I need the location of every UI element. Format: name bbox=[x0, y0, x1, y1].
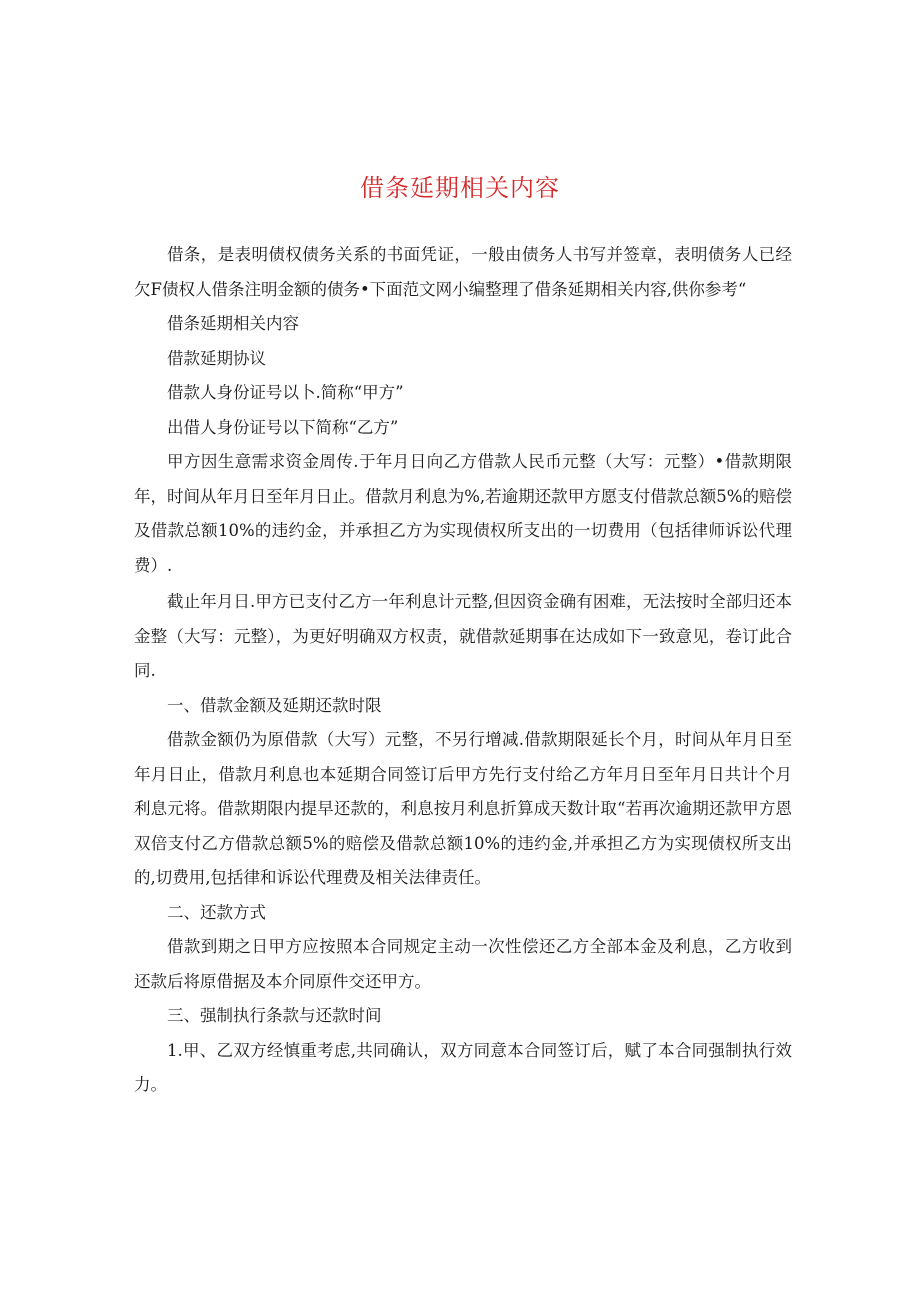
intro-paragraph: 借条，是表明债权债务关系的书面凭证，一般由债务人书写并签章，表明债务人已经欠F债权人借条注明金额的债务•下面范文网小编整理了借条延期相关内容,供你参考“ bbox=[134, 245, 792, 299]
borrower-line: 借款人身份证号以卜.简称“甲方” bbox=[167, 383, 404, 402]
loan-background-paragraph: 甲方因生意需求资金周传.于年月日向乙方借款人民币元整（大写：元整）•借款期限年，时间从年月日至年月日止。借款月利息为%,若逾期还款甲方愿支付借款总额5%的赔偿及借款总额10%的违约金，并承担乙方为实现债权所支出的一切费用（包括律师诉讼代理费）. bbox=[134, 452, 792, 575]
section-1-heading: 一、借款金额及延期还款时限 bbox=[167, 695, 382, 715]
section-3-heading: 三、强制执行条款与还款时间 bbox=[167, 1006, 382, 1025]
document-title: 借条延期相关内容 bbox=[360, 174, 560, 202]
section-2-paragraph: 借款到期之日甲方应按照本合同规定主动一次性偿还乙方全部本金及利息，乙方收到还款后将原借据及本介同原件交还甲方。 bbox=[134, 937, 792, 991]
lender-line: 出借人身份证号以下简称“乙方” bbox=[167, 417, 399, 437]
section-3-item-1: 1.甲、乙双方经慎重考虑,共同确认，双方同意本合同签订后，赋了本合同强制执行效力。 bbox=[134, 1040, 792, 1094]
heading-paragraph: 借条延期相关内容 bbox=[167, 314, 299, 333]
section-1-paragraph: 借款金额仍为原借款（大写）元整，不另行增减.借款期限延长个月，时间从年月日至年月日止，借款月利息也本延期合同签订后甲方先行支付给乙方年月日至年月日共计个月利息元将。借款期限内提早还款的，利息按月利息折算成天数计取“若再次逾期还款甲方恩双倍支付乙方借款总额5%的赔偿及借款总额10%的违约金,并承担乙方为实现债权所支出的,切费用,包括律和诉讼代理费及相关法律责任。 bbox=[134, 730, 792, 887]
document-body bbox=[134, 238, 792, 1103]
repayment-status-paragraph: 截止年月日.甲方已支付乙方一年利息计元整,但因资金确有困难，无法按时全部归还本金整（大写：元整），为更好明确双方权责，就借款延期事在达成如下一致意见，卷订此合同. bbox=[134, 592, 792, 680]
agreement-title: 借款延期协议 bbox=[167, 348, 266, 368]
section-2-heading: 二、还款方式 bbox=[167, 902, 266, 922]
